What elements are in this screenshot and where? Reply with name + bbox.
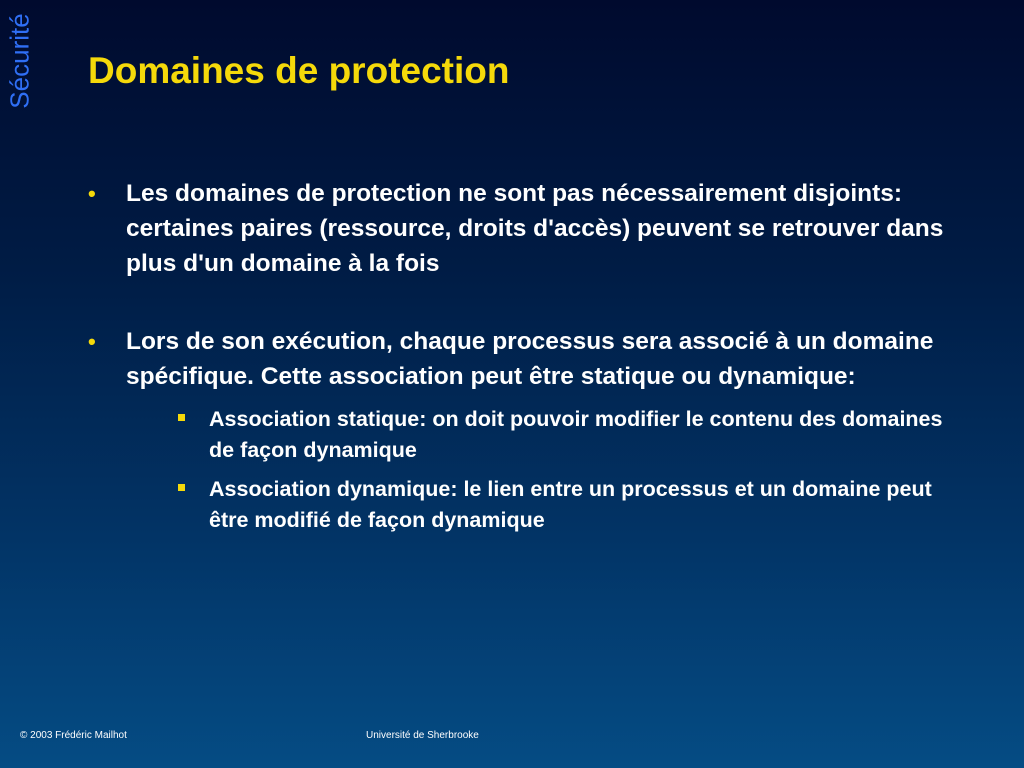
- bullet-item: [88, 324, 958, 535]
- bullet-item: [88, 176, 958, 281]
- slide-title: Domaines de protection: [88, 50, 510, 91]
- sub-bullet-text: Association dynamique: le lien entre un processus et un domaine peut être modifié de façon dynamique: [209, 477, 932, 532]
- footer-copyright: © 2003 Frédéric Mailhot: [20, 730, 127, 741]
- sub-bullet-item: [126, 404, 958, 465]
- side-section-label: [4, 6, 36, 116]
- bullet-dot-icon: •: [88, 329, 96, 354]
- footer-institution: Université de Sherbrooke: [366, 730, 479, 741]
- bullet-dot-icon: •: [88, 181, 96, 206]
- sub-bullet-text: Association statique: on doit pouvoir modifier le contenu des domaines de façon dynamique: [209, 407, 943, 462]
- sub-bullet-list: [126, 404, 958, 535]
- square-bullet-icon: [178, 484, 185, 491]
- sub-bullet-item: [126, 474, 958, 535]
- bullet-text: Les domaines de protection ne sont pas nécessairement disjoints: certaines paires (ressource, droits d'accès) peuvent se retrouver dans plus d'un domaine à la fois: [126, 180, 944, 277]
- bullet-text: Lors de son exécution, chaque processus sera associé à un domaine spécifique. Cette association peut être statique ou dynamique:: [126, 328, 934, 390]
- side-label-text: Sécurité: [4, 13, 35, 109]
- square-bullet-icon: [178, 414, 185, 421]
- slide-content: [88, 176, 958, 535]
